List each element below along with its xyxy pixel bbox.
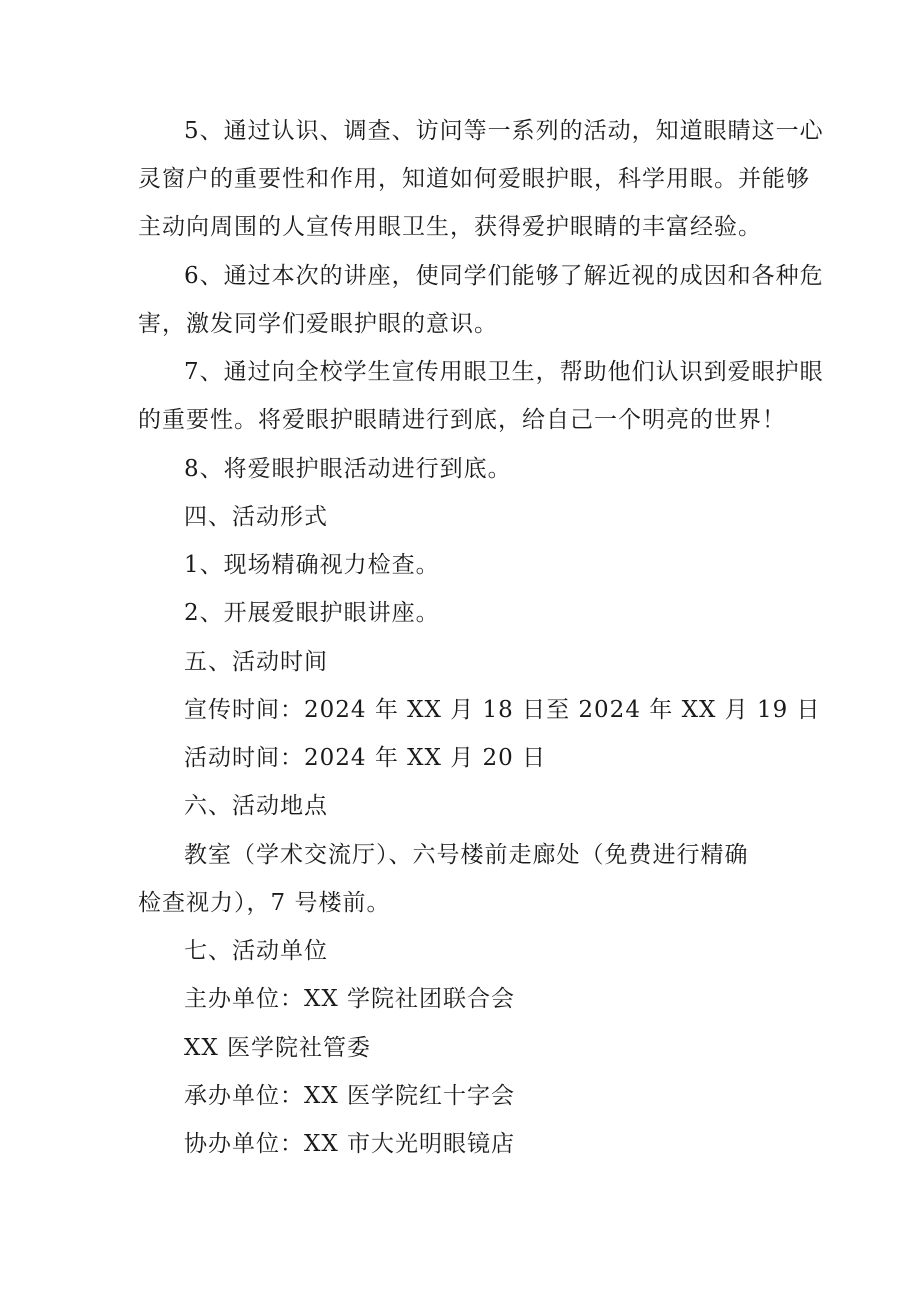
paragraph-5-line-2: 灵窗户的重要性和作用，知道如何爱眼护眼，科学用眼。并能够 <box>138 166 810 192</box>
paragraph-7-line-1: 7、通过向全校学生宣传用眼卫生，帮助他们认识到爱眼护眼 <box>184 359 824 385</box>
paragraph-6-line-2: 害，激发同学们爱眼护眼的意识。 <box>138 311 498 337</box>
location-line-1: 教室（学术交流厅）、六号楼前走廊处（免费进行精确 <box>184 842 749 868</box>
section-heading-5: 五、活动时间 <box>184 649 328 675</box>
host-unit-2: XX 医学院社管委 <box>184 1035 372 1061</box>
section-heading-6: 六、活动地点 <box>184 793 328 819</box>
host-unit: 主办单位：XX 学院社团联合会 <box>184 986 516 1012</box>
paragraph-6-line-1: 6、通过本次的讲座，使同学们能够了解近视的成因和各种危 <box>184 263 824 289</box>
section-heading-4: 四、活动形式 <box>184 504 328 530</box>
activity-time: 活动时间：2024 年 XX 月 20 日 <box>184 745 547 771</box>
activity-form-item-2: 2、开展爱眼护眼讲座。 <box>184 600 440 626</box>
paragraph-5-line-3: 主动向周围的人宣传用眼卫生，获得爱护眼睛的丰富经验。 <box>138 214 762 240</box>
co-organizer-unit: 协办单位：XX 市大光明眼镜店 <box>184 1131 516 1157</box>
paragraph-8: 8、将爱眼护眼活动进行到底。 <box>184 456 512 482</box>
organizer-unit: 承办单位：XX 医学院红十字会 <box>184 1083 516 1109</box>
location-line-2: 检查视力），7 号楼前。 <box>138 890 391 916</box>
paragraph-7-line-2: 的重要性。将爱眼护眼睛进行到底，给自己一个明亮的世界！ <box>138 407 786 433</box>
promotion-time: 宣传时间：2024 年 XX 月 18 日至 2024 年 XX 月 19 日 <box>184 697 821 723</box>
activity-form-item-1: 1、现场精确视力检查。 <box>184 552 440 578</box>
paragraph-5-line-1: 5、通过认识、调查、访问等一系列的活动，知道眼睛这一心 <box>184 118 824 144</box>
section-heading-7: 七、活动单位 <box>184 938 328 964</box>
